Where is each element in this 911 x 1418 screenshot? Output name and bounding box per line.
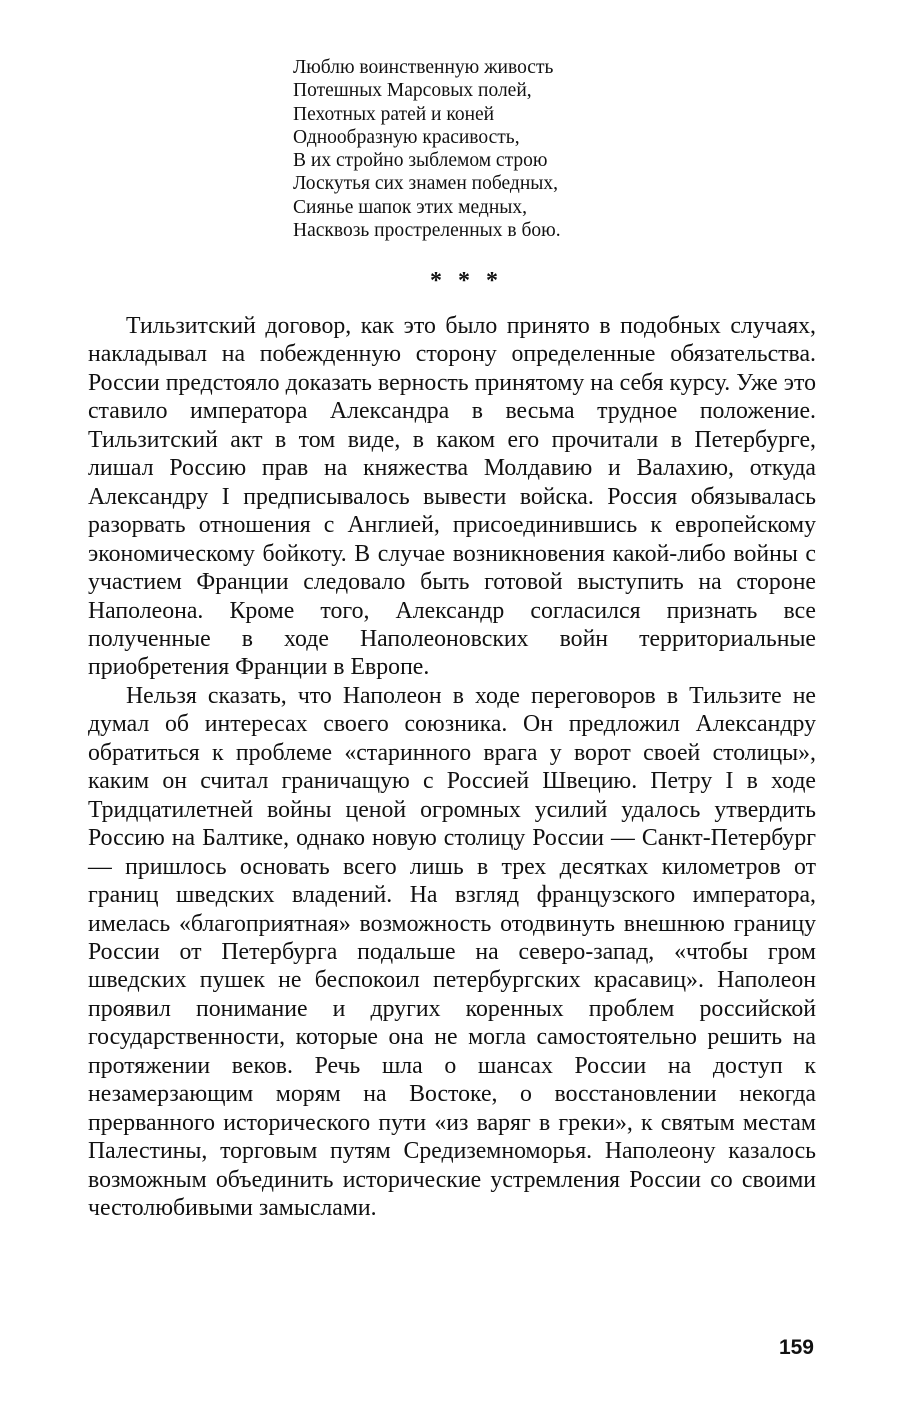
poem-line: Лоскутья сих знамен победных, bbox=[293, 173, 558, 195]
poem-line: В их стройно зыблемом строю bbox=[293, 150, 548, 172]
poem-line: Однообразную красивость, bbox=[293, 126, 520, 148]
paragraph: Тильзитский договор, как это было принято в подобных случаях, накладывал на побежденную сторону определенные обязательства. России предстояло доказать верность принятому на себя курсу. Уже это ставило императора Александра в весьма трудное положение. Тильзитский акт в том виде, в каком его прочитали в Петербурге, лишал Россию прав на княжества Молдавию и Валахию, откуда Александру I предписывалось вывести войска. Россия обязывалась разорвать отношения с Англией, присоединившись к европейскому экономическому бойкоту. В случае возникновения какой-либо войны с участием Франции следовало быть готовой выступить на стороне Наполеона. Кроме того, Александр согласился признать все полученные в ходе Наполеоновских войн территориальные приобретения Франции в Европе. bbox=[88, 313, 816, 681]
page-number: 159 bbox=[778, 1336, 814, 1359]
body-text bbox=[88, 312, 816, 1223]
section-separator: * * * bbox=[430, 268, 503, 294]
poem-line: Потешных Марсовых полей, bbox=[293, 80, 532, 102]
poem-line: Пехотных ратей и коней bbox=[293, 103, 495, 125]
poem-line: Сиянье шапок этих медных, bbox=[293, 196, 527, 218]
paragraph: Нельзя сказать, что Наполеон в ходе переговоров в Тильзите не думал об интересах своего союзника. Он предложил Александру обратиться к проблеме «старинного врага у ворот своей столицы», каким он считал граничащую с Россией Швецию. Петру I в ходе Тридцатилетней войны ценой огромных усилий удалось утвердить Россию на Балтике, однако новую столицу России — Санкт-Петербург — пришлось основать всего лишь в трех десятках километров от границ шведских владений. На взгляд французского императора, имелась «благоприятная» возможность отодвинуть внешнюю границу России от Петербурга подальше на северо-запад, «чтобы гром шведских пушек не беспокоил петербургских красавиц». Наполеон проявил понимание и других коренных проблем российской государственности, которые она не могла самостоятельно решить на протяжении веков. Речь шла о шансах России на доступ к незамерзающим морям на Востоке, о восстановлении некогда прерванного исторического пути «из варяг в греки», к святым местам Палестины, торговым путям Средиземноморья. Наполеону казалось возможным объединить исторические устремления России со своими честолюбивыми замыслами. bbox=[88, 682, 816, 1222]
poem-line: Насквозь простреленных в бою. bbox=[293, 220, 561, 242]
poem-line: Люблю воинственную живость bbox=[293, 57, 554, 78]
poem-epigraph bbox=[293, 56, 713, 242]
